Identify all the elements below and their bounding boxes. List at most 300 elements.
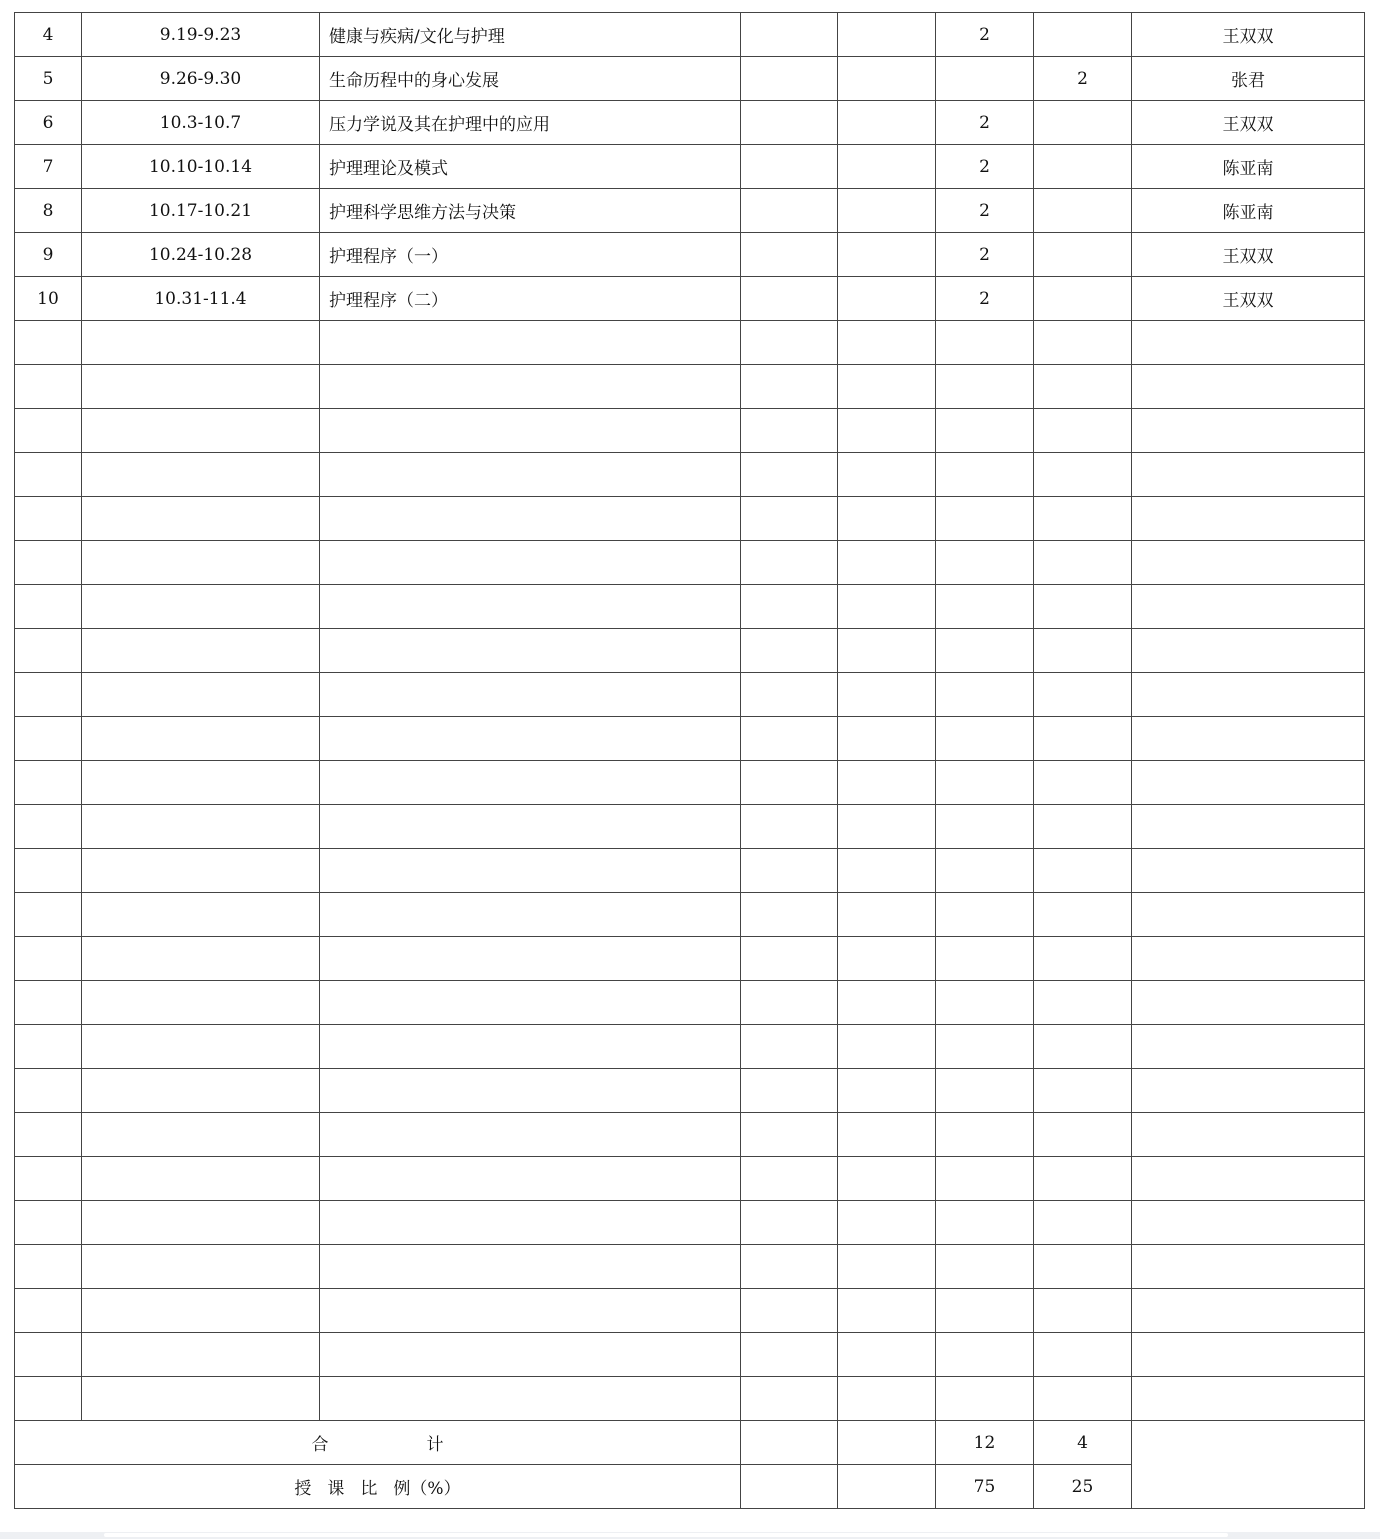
empty-cell xyxy=(1132,805,1365,849)
row-number: 6 xyxy=(15,101,82,145)
empty-cell xyxy=(320,1069,741,1113)
empty-cell xyxy=(936,321,1034,365)
empty-cell xyxy=(15,629,82,673)
table-row xyxy=(15,145,1365,189)
empty-cell xyxy=(1034,673,1132,717)
col-5 xyxy=(838,277,936,321)
empty-cell xyxy=(15,1069,82,1113)
ratio-label-char: 比 xyxy=(360,1479,378,1499)
col-5 xyxy=(838,101,936,145)
empty-row xyxy=(15,365,1365,409)
row-number: 7 xyxy=(15,145,82,189)
empty-cell xyxy=(741,541,838,585)
empty-cell xyxy=(838,1157,936,1201)
empty-cell xyxy=(838,893,936,937)
empty-cell xyxy=(1132,1069,1365,1113)
empty-cell xyxy=(320,937,741,981)
empty-cell xyxy=(838,453,936,497)
empty-cell xyxy=(741,761,838,805)
empty-cell xyxy=(1034,1201,1132,1245)
col-5 xyxy=(838,145,936,189)
empty-cell xyxy=(838,1113,936,1157)
total-lecture-hours: 12 xyxy=(936,1421,1034,1465)
total-label xyxy=(15,1421,741,1465)
empty-cell xyxy=(936,585,1034,629)
topic: 生命历程中的身心发展 xyxy=(320,57,741,101)
empty-cell xyxy=(82,893,320,937)
empty-cell xyxy=(1132,1245,1365,1289)
total-practice-hours: 4 xyxy=(1034,1421,1132,1465)
empty-row xyxy=(15,1377,1365,1421)
empty-row xyxy=(15,717,1365,761)
empty-cell xyxy=(741,673,838,717)
horizontal-scrollbar[interactable] xyxy=(0,1532,1380,1539)
empty-cell xyxy=(1034,761,1132,805)
empty-cell xyxy=(320,321,741,365)
empty-cell xyxy=(1132,673,1365,717)
table-row xyxy=(15,13,1365,57)
empty-cell xyxy=(15,1377,82,1421)
scrollbar-thumb[interactable] xyxy=(104,1533,1228,1537)
empty-cell xyxy=(82,717,320,761)
teacher-name: 王双双 xyxy=(1132,233,1365,277)
empty-cell xyxy=(1132,541,1365,585)
empty-cell xyxy=(1034,717,1132,761)
empty-cell xyxy=(82,673,320,717)
empty-cell xyxy=(82,761,320,805)
empty-cell xyxy=(82,453,320,497)
empty-cell xyxy=(1132,365,1365,409)
teacher-name: 王双双 xyxy=(1132,277,1365,321)
empty-cell xyxy=(15,1201,82,1245)
empty-cell xyxy=(320,981,741,1025)
empty-cell xyxy=(936,717,1034,761)
empty-cell xyxy=(936,673,1034,717)
table-cell xyxy=(741,1465,838,1509)
empty-row xyxy=(15,805,1365,849)
empty-cell xyxy=(936,1377,1034,1421)
summary-rows xyxy=(15,1421,1365,1509)
week-range: 10.31-11.4 xyxy=(82,277,320,321)
teacher-name: 王双双 xyxy=(1132,101,1365,145)
teacher-name: 陈亚南 xyxy=(1132,145,1365,189)
topic: 护理程序（一） xyxy=(320,233,741,277)
col-5 xyxy=(838,57,936,101)
empty-cell xyxy=(320,365,741,409)
empty-cell xyxy=(15,937,82,981)
row-number: 4 xyxy=(15,13,82,57)
empty-cell xyxy=(741,1157,838,1201)
empty-row xyxy=(15,893,1365,937)
empty-cell xyxy=(936,1157,1034,1201)
empty-row xyxy=(15,453,1365,497)
table-row xyxy=(15,189,1365,233)
total-label-char: 计 xyxy=(426,1435,444,1455)
empty-cell xyxy=(320,497,741,541)
empty-cell xyxy=(82,629,320,673)
col-4 xyxy=(741,189,838,233)
col-4 xyxy=(741,101,838,145)
empty-cell xyxy=(741,805,838,849)
teacher-name: 陈亚南 xyxy=(1132,189,1365,233)
row-number: 9 xyxy=(15,233,82,277)
empty-cell xyxy=(320,1245,741,1289)
empty-cell xyxy=(838,937,936,981)
empty-cell xyxy=(15,497,82,541)
week-range: 10.3-10.7 xyxy=(82,101,320,145)
empty-cell xyxy=(1132,1377,1365,1421)
practice-hours xyxy=(1034,189,1132,233)
empty-cell xyxy=(838,541,936,585)
empty-cell xyxy=(741,1201,838,1245)
empty-cell xyxy=(936,805,1034,849)
row-number: 8 xyxy=(15,189,82,233)
empty-cell xyxy=(320,673,741,717)
empty-cell xyxy=(936,409,1034,453)
empty-cell xyxy=(1034,541,1132,585)
empty-cell xyxy=(741,937,838,981)
empty-cell xyxy=(320,1113,741,1157)
empty-cell xyxy=(320,1025,741,1069)
empty-cell xyxy=(82,1377,320,1421)
empty-cell xyxy=(936,1245,1034,1289)
empty-cell xyxy=(1132,1333,1365,1377)
empty-cell xyxy=(15,541,82,585)
empty-cell xyxy=(320,893,741,937)
empty-cell xyxy=(741,1333,838,1377)
empty-cell xyxy=(1132,849,1365,893)
empty-cell xyxy=(82,497,320,541)
empty-cell xyxy=(741,365,838,409)
empty-cell xyxy=(741,453,838,497)
empty-cell xyxy=(1034,1333,1132,1377)
topic: 健康与疾病/文化与护理 xyxy=(320,13,741,57)
empty-cell xyxy=(82,1157,320,1201)
empty-cell xyxy=(15,1157,82,1201)
empty-cell xyxy=(741,1245,838,1289)
total-row xyxy=(15,1421,1365,1465)
empty-cell xyxy=(741,893,838,937)
lecture-hours xyxy=(936,57,1034,101)
empty-cell xyxy=(1034,1245,1132,1289)
empty-cell xyxy=(741,1069,838,1113)
ratio-label-char: 例（%） xyxy=(393,1479,461,1499)
empty-cell xyxy=(838,1069,936,1113)
empty-cell xyxy=(1034,365,1132,409)
empty-row xyxy=(15,981,1365,1025)
empty-row xyxy=(15,585,1365,629)
empty-cell xyxy=(741,981,838,1025)
empty-cell xyxy=(1034,453,1132,497)
col-4 xyxy=(741,57,838,101)
empty-cell xyxy=(936,1025,1034,1069)
practice-hours xyxy=(1034,13,1132,57)
empty-cell xyxy=(1132,981,1365,1025)
empty-cell xyxy=(1132,893,1365,937)
empty-cell xyxy=(741,585,838,629)
empty-row xyxy=(15,541,1365,585)
empty-cell xyxy=(1034,1025,1132,1069)
empty-cell xyxy=(1132,453,1365,497)
empty-row xyxy=(15,1333,1365,1377)
empty-cell xyxy=(320,849,741,893)
ratio-label-char: 课 xyxy=(327,1479,345,1499)
empty-cell xyxy=(15,981,82,1025)
empty-cell xyxy=(838,321,936,365)
empty-cell xyxy=(1132,1025,1365,1069)
empty-cell xyxy=(82,541,320,585)
topic: 压力学说及其在护理中的应用 xyxy=(320,101,741,145)
empty-cell xyxy=(741,1025,838,1069)
empty-cell xyxy=(1034,849,1132,893)
empty-cell xyxy=(1132,497,1365,541)
col-5 xyxy=(838,233,936,277)
table-cell xyxy=(838,1421,936,1465)
empty-cell xyxy=(15,1025,82,1069)
empty-row xyxy=(15,409,1365,453)
empty-cell xyxy=(82,1245,320,1289)
empty-cell xyxy=(936,761,1034,805)
empty-cell xyxy=(1132,1289,1365,1333)
lecture-hours: 2 xyxy=(936,233,1034,277)
empty-cell xyxy=(15,409,82,453)
empty-cell xyxy=(838,409,936,453)
empty-cell xyxy=(936,497,1034,541)
empty-cell xyxy=(320,1157,741,1201)
empty-cell xyxy=(15,717,82,761)
empty-cell xyxy=(15,893,82,937)
empty-row xyxy=(15,1289,1365,1333)
empty-cell xyxy=(936,1201,1034,1245)
empty-cell xyxy=(936,1333,1034,1377)
empty-row xyxy=(15,629,1365,673)
empty-cell xyxy=(838,673,936,717)
empty-cell xyxy=(936,629,1034,673)
empty-cell xyxy=(320,761,741,805)
empty-row xyxy=(15,761,1365,805)
empty-cell xyxy=(838,849,936,893)
table-cell xyxy=(741,1421,838,1465)
empty-cell xyxy=(838,629,936,673)
practice-hours xyxy=(1034,101,1132,145)
empty-cell xyxy=(936,453,1034,497)
empty-row xyxy=(15,1245,1365,1289)
empty-row xyxy=(15,673,1365,717)
empty-cell xyxy=(82,1025,320,1069)
summary-blank-cell xyxy=(1132,1421,1365,1509)
empty-cell xyxy=(82,937,320,981)
empty-cell xyxy=(82,409,320,453)
empty-cell xyxy=(838,1025,936,1069)
empty-cell xyxy=(82,805,320,849)
table-row xyxy=(15,57,1365,101)
empty-cell xyxy=(15,1289,82,1333)
empty-cell xyxy=(82,321,320,365)
practice-hours: 2 xyxy=(1034,57,1132,101)
empty-cell xyxy=(936,893,1034,937)
empty-cell xyxy=(838,1201,936,1245)
empty-cell xyxy=(320,805,741,849)
total-label-char: 合 xyxy=(311,1435,329,1455)
empty-row xyxy=(15,937,1365,981)
empty-cell xyxy=(320,541,741,585)
empty-cell xyxy=(320,585,741,629)
lecture-hours: 2 xyxy=(936,101,1034,145)
empty-cell xyxy=(936,365,1034,409)
schedule-rows xyxy=(15,13,1365,1421)
empty-cell xyxy=(15,849,82,893)
empty-cell xyxy=(320,1201,741,1245)
col-4 xyxy=(741,145,838,189)
ratio-label-char: 授 xyxy=(294,1479,312,1499)
empty-row xyxy=(15,497,1365,541)
teacher-name: 张君 xyxy=(1132,57,1365,101)
empty-cell xyxy=(741,409,838,453)
col-4 xyxy=(741,13,838,57)
practice-hours xyxy=(1034,277,1132,321)
col-5 xyxy=(838,189,936,233)
empty-cell xyxy=(320,1333,741,1377)
week-range: 9.26-9.30 xyxy=(82,57,320,101)
practice-hours xyxy=(1034,145,1132,189)
empty-cell xyxy=(320,1289,741,1333)
empty-cell xyxy=(936,981,1034,1025)
empty-cell xyxy=(15,453,82,497)
empty-cell xyxy=(82,981,320,1025)
empty-cell xyxy=(741,321,838,365)
empty-cell xyxy=(1132,629,1365,673)
empty-row xyxy=(15,1157,1365,1201)
empty-row xyxy=(15,849,1365,893)
empty-cell xyxy=(838,761,936,805)
empty-cell xyxy=(1132,1201,1365,1245)
table-row xyxy=(15,101,1365,145)
schedule-table xyxy=(14,12,1365,1509)
row-number: 5 xyxy=(15,57,82,101)
empty-cell xyxy=(838,805,936,849)
row-number: 10 xyxy=(15,277,82,321)
empty-row xyxy=(15,1025,1365,1069)
empty-cell xyxy=(741,717,838,761)
empty-cell xyxy=(1132,585,1365,629)
empty-cell xyxy=(82,585,320,629)
empty-cell xyxy=(1034,497,1132,541)
empty-cell xyxy=(1132,1113,1365,1157)
ratio-practice-percent: 25 xyxy=(1034,1465,1132,1509)
col-5 xyxy=(838,13,936,57)
ratio-lecture-percent: 75 xyxy=(936,1465,1034,1509)
lecture-hours: 2 xyxy=(936,13,1034,57)
week-range: 9.19-9.23 xyxy=(82,13,320,57)
empty-cell xyxy=(1132,761,1365,805)
empty-cell xyxy=(838,585,936,629)
empty-cell xyxy=(838,365,936,409)
empty-cell xyxy=(741,1377,838,1421)
empty-cell xyxy=(15,1333,82,1377)
empty-cell xyxy=(82,1069,320,1113)
empty-cell xyxy=(838,981,936,1025)
lecture-hours: 2 xyxy=(936,189,1034,233)
empty-cell xyxy=(1034,1157,1132,1201)
topic: 护理程序（二） xyxy=(320,277,741,321)
empty-cell xyxy=(15,761,82,805)
empty-cell xyxy=(741,629,838,673)
empty-cell xyxy=(320,629,741,673)
empty-cell xyxy=(1132,937,1365,981)
empty-row xyxy=(15,321,1365,365)
empty-cell xyxy=(838,1289,936,1333)
empty-cell xyxy=(741,497,838,541)
empty-cell xyxy=(82,1201,320,1245)
empty-cell xyxy=(936,1113,1034,1157)
empty-cell xyxy=(320,1377,741,1421)
empty-cell xyxy=(741,1113,838,1157)
week-range: 10.17-10.21 xyxy=(82,189,320,233)
empty-cell xyxy=(741,849,838,893)
empty-cell xyxy=(1034,629,1132,673)
empty-row xyxy=(15,1113,1365,1157)
empty-cell xyxy=(15,1113,82,1157)
empty-cell xyxy=(1034,1069,1132,1113)
week-range: 10.10-10.14 xyxy=(82,145,320,189)
empty-cell xyxy=(1034,1289,1132,1333)
empty-cell xyxy=(1034,937,1132,981)
empty-cell xyxy=(936,541,1034,585)
empty-cell xyxy=(1132,321,1365,365)
empty-cell xyxy=(15,365,82,409)
empty-cell xyxy=(1132,409,1365,453)
empty-cell xyxy=(15,805,82,849)
empty-row xyxy=(15,1069,1365,1113)
empty-cell xyxy=(82,1113,320,1157)
empty-cell xyxy=(838,1333,936,1377)
empty-cell xyxy=(838,1245,936,1289)
col-4 xyxy=(741,277,838,321)
empty-cell xyxy=(82,1333,320,1377)
empty-cell xyxy=(1034,585,1132,629)
empty-cell xyxy=(936,849,1034,893)
empty-cell xyxy=(1034,1113,1132,1157)
empty-row xyxy=(15,1201,1365,1245)
empty-cell xyxy=(1034,409,1132,453)
col-4 xyxy=(741,233,838,277)
lecture-hours: 2 xyxy=(936,277,1034,321)
empty-cell xyxy=(82,1289,320,1333)
topic: 护理理论及模式 xyxy=(320,145,741,189)
lecture-hours: 2 xyxy=(936,145,1034,189)
empty-cell xyxy=(1132,1157,1365,1201)
teacher-name: 王双双 xyxy=(1132,13,1365,57)
empty-cell xyxy=(838,1377,936,1421)
empty-cell xyxy=(320,453,741,497)
empty-cell xyxy=(741,1289,838,1333)
empty-cell xyxy=(936,1289,1034,1333)
empty-cell xyxy=(1034,893,1132,937)
practice-hours xyxy=(1034,233,1132,277)
table-row xyxy=(15,233,1365,277)
topic: 护理科学思维方法与决策 xyxy=(320,189,741,233)
empty-cell xyxy=(936,937,1034,981)
empty-cell xyxy=(15,321,82,365)
week-range: 10.24-10.28 xyxy=(82,233,320,277)
empty-cell xyxy=(838,497,936,541)
empty-cell xyxy=(1034,805,1132,849)
empty-cell xyxy=(1034,981,1132,1025)
empty-cell xyxy=(15,673,82,717)
empty-cell xyxy=(15,1245,82,1289)
empty-cell xyxy=(936,1069,1034,1113)
empty-cell xyxy=(1132,717,1365,761)
